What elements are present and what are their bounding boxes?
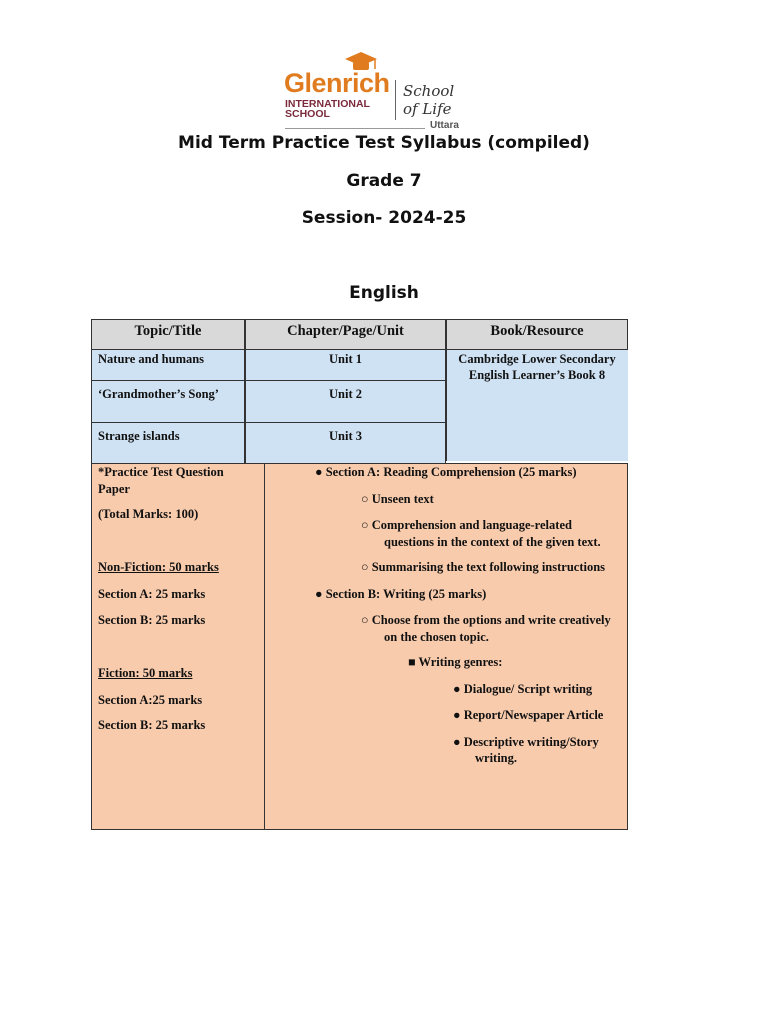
unit-text: Unit 2 (329, 387, 362, 401)
logo-sub-line2: SCHOOL (285, 108, 330, 120)
section-a-heading: ● Section A: Reading Comprehension (25 marks) (315, 465, 577, 479)
fiction-section-a: Section A:25 marks (98, 693, 203, 707)
table-row (91, 422, 245, 464)
unit-text: Unit 1 (329, 352, 362, 366)
genre-item-continuation: writing. (475, 751, 518, 765)
logo-sub-line1: INTERNATIONAL (285, 98, 370, 110)
unit-text: Unit 3 (329, 429, 362, 443)
fiction-label: Fiction: 50 marks (98, 666, 193, 680)
list-item: ○ Summarising the text following instructions (361, 560, 606, 574)
unit-cell (245, 380, 446, 423)
topic-cell: ‘Grandmother’s Song’ (98, 387, 219, 401)
header-topic: Topic/Title (91, 319, 245, 350)
list-item: ○ Unseen text (361, 492, 434, 506)
genre-item: ● Report/Newspaper Article (453, 708, 604, 722)
logo-divider (395, 80, 396, 120)
total-marks: (Total Marks: 100) (98, 507, 199, 521)
book-line1: Cambridge Lower Secondary (458, 352, 616, 366)
practice-title-line1: *Practice Test Question (98, 465, 224, 479)
genres-label: ■ Writing genres: (408, 655, 503, 669)
header-book: Book/Resource (446, 319, 628, 350)
session-heading: Session- 2024-25 (301, 208, 467, 228)
genre-item: ● Descriptive writing/Story (453, 735, 599, 749)
section-b-heading: ● Section B: Writing (25 marks) (315, 587, 487, 601)
practice-details-cell (264, 463, 628, 830)
unit-cell (245, 349, 446, 381)
unit-cell (245, 422, 446, 464)
nonfiction-section-b: Section B: 25 marks (98, 613, 206, 627)
list-item-continuation: on the chosen topic. (384, 630, 489, 644)
book-line2: English Learner’s Book 8 (468, 368, 606, 382)
genre-item: ● Dialogue/ Script writing (453, 682, 593, 696)
topic-cell: Strange islands (98, 429, 180, 443)
table-row (91, 349, 245, 381)
table-row (91, 380, 245, 423)
practice-paper-cell (91, 463, 265, 830)
nonfiction-label: Non-Fiction: 50 marks (98, 560, 219, 574)
school-logo (282, 50, 482, 132)
practice-title-line2: Paper (98, 482, 130, 496)
book-cell (446, 349, 628, 461)
logo-campus: Uttara (430, 120, 459, 131)
nonfiction-section-a: Section A: 25 marks (98, 587, 206, 601)
header-unit: Chapter/Page/Unit (245, 319, 446, 350)
list-item: ○ Comprehension and language-related (361, 518, 572, 532)
logo-underline (285, 128, 425, 129)
list-item-continuation: questions in the context of the given text. (384, 535, 601, 549)
topic-cell: Nature and humans (98, 352, 205, 366)
subject-heading: English (349, 283, 419, 303)
logo-tagline-line2: of Life (403, 100, 452, 118)
list-item: ○ Choose from the options and write creatively (361, 613, 611, 627)
grade-heading: Grade 7 (346, 171, 422, 191)
fiction-section-b: Section B: 25 marks (98, 718, 206, 732)
logo-brand: Glenrich (284, 68, 390, 98)
logo-tagline-line1: School (403, 82, 455, 100)
page-title: Mid Term Practice Test Syllabus (compiled) (178, 133, 590, 153)
